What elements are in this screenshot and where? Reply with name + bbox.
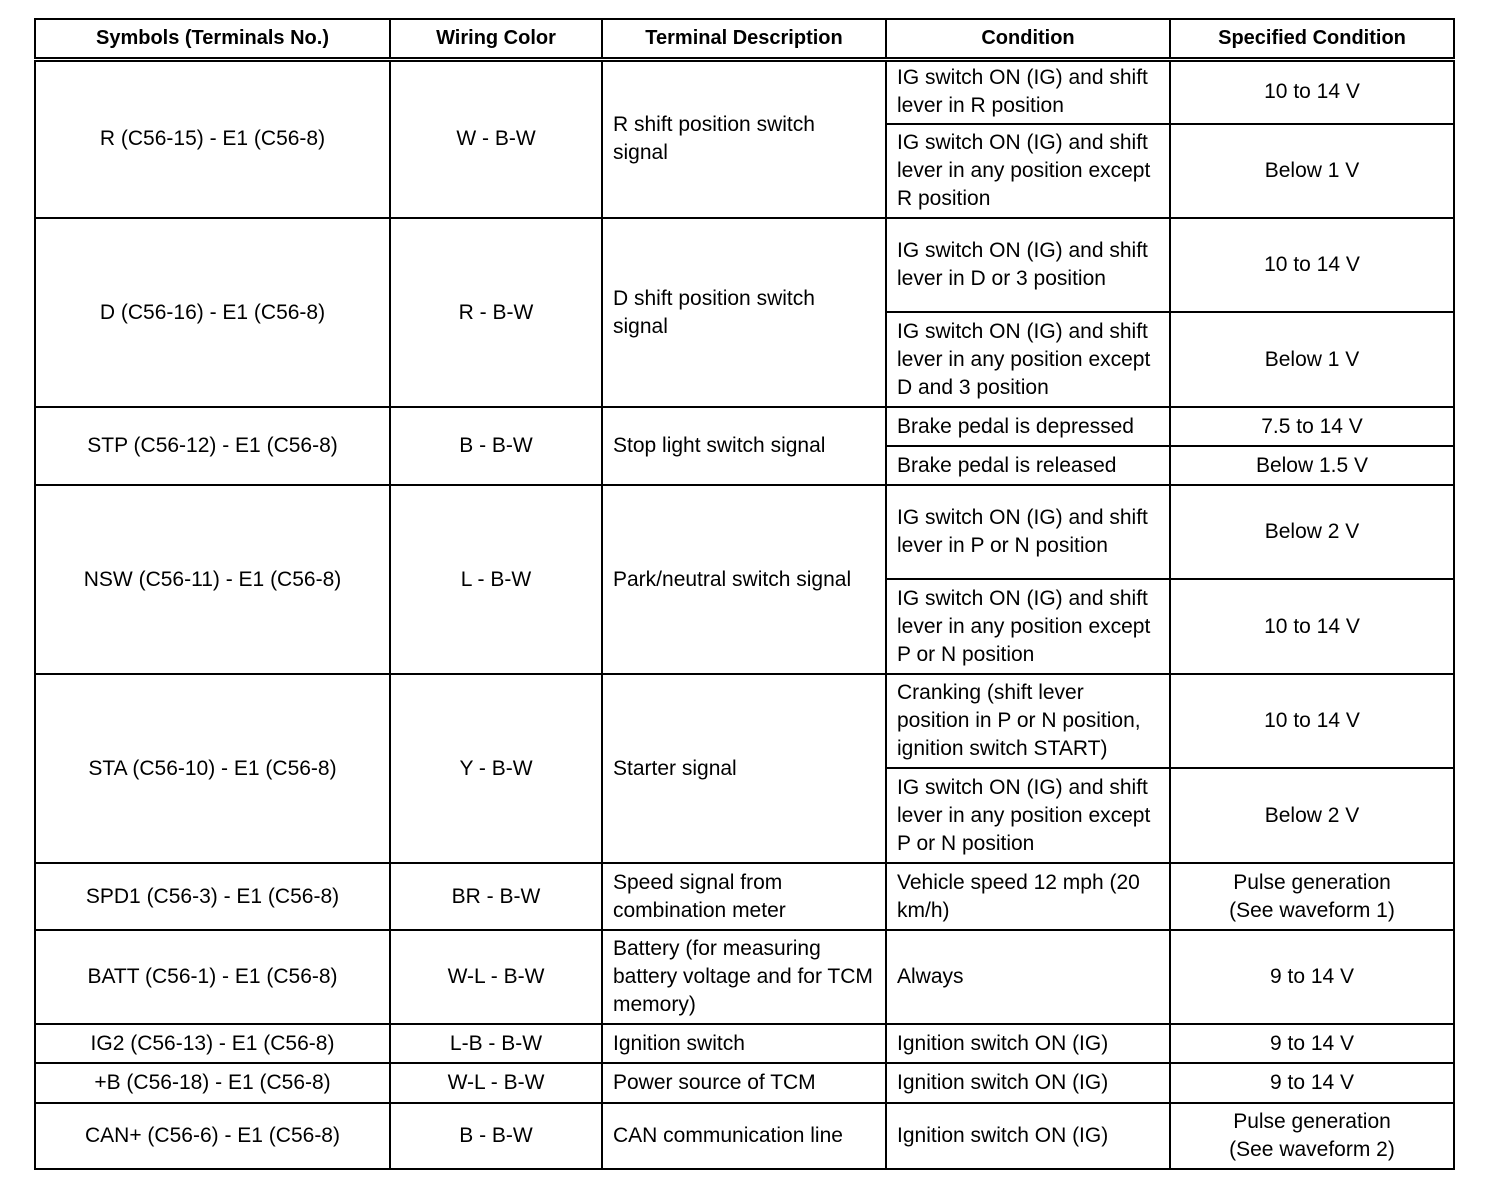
terminal-spec-table (34, 18, 1455, 1170)
condition-cell: Always (886, 930, 1170, 1024)
specified-condition-cell: Pulse generation (See waveform 2) (1170, 1103, 1454, 1169)
condition-cell: Cranking (shift lever position in P or N position, ignition switch START) (886, 674, 1170, 768)
specified-condition-cell: Pulse generation (See waveform 1) (1170, 863, 1454, 930)
symbol-cell: SPD1 (C56-3) - E1 (C56-8) (35, 863, 390, 930)
condition-cell: Ignition switch ON (IG) (886, 1063, 1170, 1103)
symbol-cell: BATT (C56-1) - E1 (C56-8) (35, 930, 390, 1024)
table-row (35, 59, 1454, 124)
header-condition: Condition (886, 19, 1170, 59)
wiring-color-cell: B - B-W (390, 407, 602, 485)
header-symbols: Symbols (Terminals No.) (35, 19, 390, 59)
wiring-color-cell: L-B - B-W (390, 1024, 602, 1063)
description-cell: Ignition switch (602, 1024, 886, 1063)
specified-condition-cell: 10 to 14 V (1170, 59, 1454, 124)
table-row (35, 930, 1454, 1024)
condition-cell: Vehicle speed 12 mph (20 km/h) (886, 863, 1170, 930)
wiring-color-cell: BR - B-W (390, 863, 602, 930)
table-row (35, 863, 1454, 930)
header-terminal-description: Terminal Description (602, 19, 886, 59)
condition-cell: IG switch ON (IG) and shift lever in D or 3 position (886, 218, 1170, 312)
condition-cell: IG switch ON (IG) and shift lever in any position except R position (886, 124, 1170, 218)
header-wiring-color: Wiring Color (390, 19, 602, 59)
specified-condition-cell: 10 to 14 V (1170, 579, 1454, 674)
table-row (35, 674, 1454, 768)
table-row (35, 485, 1454, 579)
description-cell: Stop light switch signal (602, 407, 886, 485)
condition-cell: Brake pedal is released (886, 446, 1170, 485)
specified-condition-cell: 10 to 14 V (1170, 218, 1454, 312)
description-cell: D shift position switch signal (602, 218, 886, 407)
symbol-cell: R (C56-15) - E1 (C56-8) (35, 59, 390, 218)
specified-condition-cell: 9 to 14 V (1170, 1063, 1454, 1103)
table-row (35, 1063, 1454, 1103)
specified-condition-cell: Below 2 V (1170, 768, 1454, 863)
symbol-cell: CAN+ (C56-6) - E1 (C56-8) (35, 1103, 390, 1169)
description-cell: Power source of TCM (602, 1063, 886, 1103)
specified-condition-cell: Below 2 V (1170, 485, 1454, 579)
description-cell: Park/neutral switch signal (602, 485, 886, 674)
wiring-color-cell: B - B-W (390, 1103, 602, 1169)
table-row (35, 218, 1454, 312)
condition-cell: IG switch ON (IG) and shift lever in P or N position (886, 485, 1170, 579)
wiring-color-cell: W - B-W (390, 59, 602, 218)
description-cell: Battery (for measuring battery voltage and for TCM memory) (602, 930, 886, 1024)
description-cell: Starter signal (602, 674, 886, 863)
wiring-color-cell: W-L - B-W (390, 930, 602, 1024)
specified-condition-cell: Below 1 V (1170, 312, 1454, 407)
specified-condition-cell: Below 1 V (1170, 124, 1454, 218)
table-row (35, 1024, 1454, 1063)
header-row (35, 19, 1454, 59)
description-cell: R shift position switch signal (602, 59, 886, 218)
specified-condition-cell: 9 to 14 V (1170, 930, 1454, 1024)
specified-condition-cell: 7.5 to 14 V (1170, 407, 1454, 446)
wiring-color-cell: L - B-W (390, 485, 602, 674)
header-specified-condition: Specified Condition (1170, 19, 1454, 59)
condition-cell: Ignition switch ON (IG) (886, 1024, 1170, 1063)
specified-condition-cell: 9 to 14 V (1170, 1024, 1454, 1063)
condition-cell: Ignition switch ON (IG) (886, 1103, 1170, 1169)
specified-condition-cell: 10 to 14 V (1170, 674, 1454, 768)
symbol-cell: NSW (C56-11) - E1 (C56-8) (35, 485, 390, 674)
symbol-cell: STA (C56-10) - E1 (C56-8) (35, 674, 390, 863)
symbol-cell: +B (C56-18) - E1 (C56-8) (35, 1063, 390, 1103)
description-cell: CAN communication line (602, 1103, 886, 1169)
specified-condition-cell: Below 1.5 V (1170, 446, 1454, 485)
symbol-cell: D (C56-16) - E1 (C56-8) (35, 218, 390, 407)
condition-cell: IG switch ON (IG) and shift lever in any position except P or N position (886, 768, 1170, 863)
wiring-color-cell: W-L - B-W (390, 1063, 602, 1103)
wiring-color-cell: Y - B-W (390, 674, 602, 863)
table-row (35, 407, 1454, 446)
terminal-spec-sheet (34, 18, 1453, 1170)
symbol-cell: IG2 (C56-13) - E1 (C56-8) (35, 1024, 390, 1063)
condition-cell: IG switch ON (IG) and shift lever in R position (886, 59, 1170, 124)
description-cell: Speed signal from combination meter (602, 863, 886, 930)
wiring-color-cell: R - B-W (390, 218, 602, 407)
condition-cell: IG switch ON (IG) and shift lever in any position except P or N position (886, 579, 1170, 674)
condition-cell: Brake pedal is depressed (886, 407, 1170, 446)
symbol-cell: STP (C56-12) - E1 (C56-8) (35, 407, 390, 485)
table-row (35, 1103, 1454, 1169)
condition-cell: IG switch ON (IG) and shift lever in any position except D and 3 position (886, 312, 1170, 407)
